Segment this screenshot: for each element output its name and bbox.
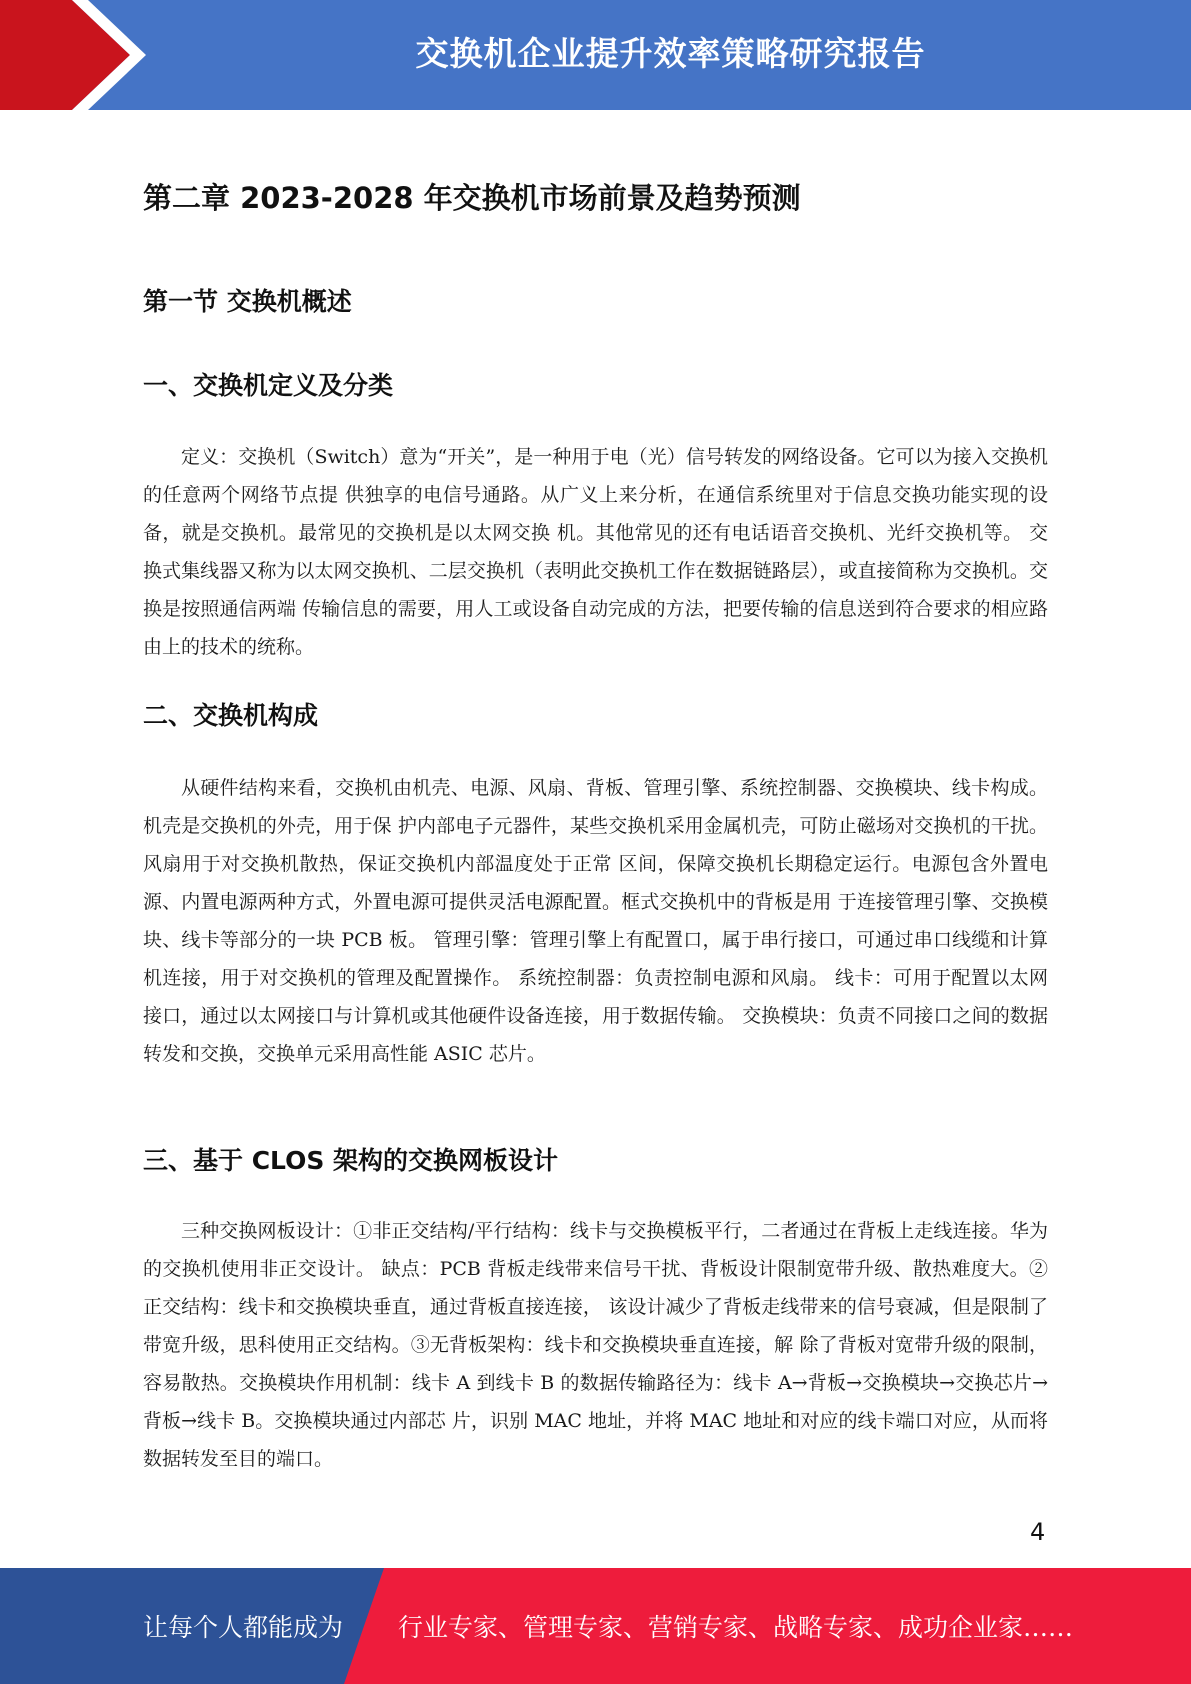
footer-slogan-left: 让每个人都能成为 [143, 1613, 344, 1642]
chapter-title: 第二章 2023-2028 年交换机市场前景及趋势预测 [143, 181, 801, 215]
section-title: 第一节 交换机概述 [143, 287, 352, 316]
subsection-heading-definition: 一、交换机定义及分类 [143, 371, 394, 400]
paragraph-composition: 从硬件结构来看，交换机由机壳、电源、风扇、背板、管理引擎、系统控制器、交换模块、线卡构成。机壳是交换机的外壳，用于保 护内部电子元器件，某些交换机采用金属机壳，可防止磁场对交换机的干扰。风扇用于对交换机散热，保证交换机内部温度处于正常 区间，保障交换机长期稳定运行。电源包含外置电源、内置电源两种方式，外置电源可提供灵活电源配置。框式交换机中的背板是用 于连接管理引擎、交换模块、线卡等部分的一块 PCB 板。 管理引擎：管理引擎上有配置口，属于串行接口，可通过串口线缆和计算机连接，用于对交换机的管理及配置操作。 系统控制器：负责控制电源和风扇。 线卡：可用于配置以太网接口，通过以太网接口与计算机或其他硬件设备连接，用于数据传输。 交换模块：负责不同接口之间的数据转发和交换，交换单元采用高性能 ASIC 芯片。 [143, 777, 1048, 1065]
paragraph-clos: 三种交换网板设计：①非正交结构/平行结构：线卡与交换模板平行，二者通过在背板上走线连接。华为的交换机使用非正交设计。 缺点：PCB 背板走线带来信号干扰、背板设计限制宽带升级、散热难度大。②正交结构：线卡和交换模块垂直，通过背板直接连接， 该设计减少了背板走线带来的信号衰减，但是限制了带宽升级，思科使用正交结构。③无背板架构：线卡和交换模块垂直连接，解 除了背板对宽带升级的限制，容易散热。交换模块作用机制：线卡 A 到线卡 B 的数据传输路径为：线卡 A→背板→交换模块→交换芯片→背板→线卡 B。交换模块通过内部芯 片，识别 MAC 地址，并将 MAC 地址和对应的线卡端口对应，从而将数据转发至目的端口。 [143, 1220, 1048, 1470]
footer-slogan-right: 行业专家、管理专家、营销专家、战略专家、成功企业家…… [398, 1613, 1074, 1642]
subsection-heading-clos: 三、基于 CLOS 架构的交换网板设计 [143, 1146, 559, 1175]
subsection-heading-composition: 二、交换机构成 [143, 701, 319, 730]
paragraph-definition: 定义：交换机（Switch）意为“开关”，是一种用于电（光）信号转发的网络设备。它可以为接入交换机的任意两个网络节点提 供独享的电信号通路。从广义上来分析，在通信系统里对于信息交换功能实现的设备，就是交换机。最常见的交换机是以太网交换 机。其他常见的还有电话语音交换机、光纤交换机等。 交换式集线器又称为以太网交换机、二层交换机（表明此交换机工作在数据链路层），或直接简称为交换机。交换是按照通信两端 传输信息的需要，用人工或设备自动完成的方法，把要传输的信息送到符合要求的相应路由上的技术的统称。 [143, 446, 1048, 658]
page-number: 4 [1030, 1518, 1046, 1546]
header-title: 交换机企业提升效率策略研究报告 [415, 34, 926, 73]
